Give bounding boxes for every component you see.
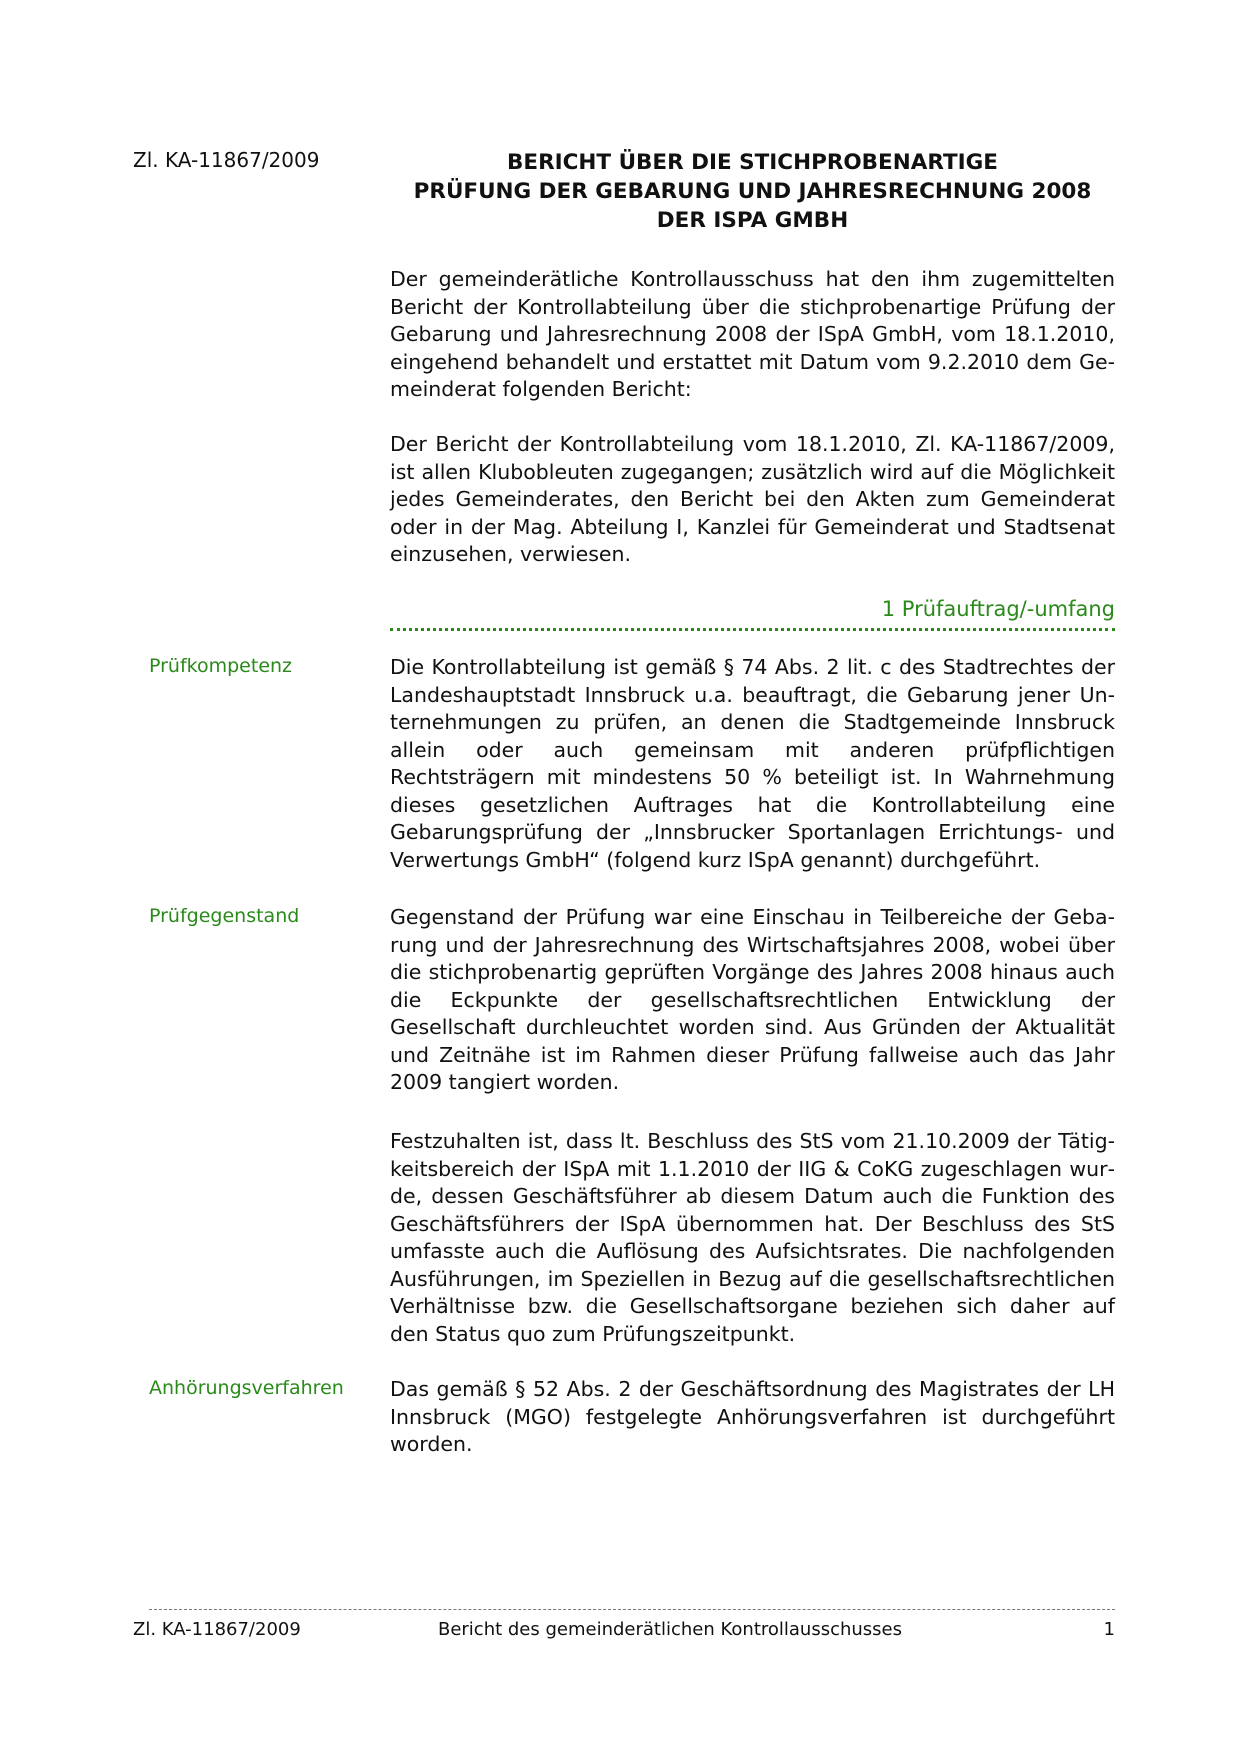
intro-paragraph-1: Der gemeinderätliche Kontrollausschuss hat den ihm zugemittelten Bericht der Kontrollabteilung über die stichprobenartige Prüfung der Gebarung und Jahresrechnung 2008 der ISpA GmbH, vom 18.1.2010, eingehend behandelt und erstattet mit Datum vom 9.2.2010 dem Gemeinderat folgenden Bericht: — [390, 267, 1115, 401]
intro-paragraph-2: Der Bericht der Kontrollabteilung vom 18.1.2010, Zl. KA-11867/2009, ist allen Klubobleuten zugegangen; zusätzlich wird auf die Möglichkeit jedes Gemeinderates, den Bericht bei den Akten zum Gemeinderat oder in der Mag. Abteilung I, Kanzlei für Gemeinderat und Stadtsenat einzusehen, verwiesen. — [390, 432, 1115, 566]
page-number: 1 — [1103, 1619, 1115, 1640]
margin-label-anhoerungsverfahren: Anhörungsverfahren — [149, 1377, 344, 1399]
paragraph-pruefgegenstand: Gegenstand der Prüfung war eine Einschau in Teilbereiche der Gebarung und der Jahresrechnung des Wirtschaftsjahres 2008, wobei über die stichprobenartig geprüften Vorgänge des Jahres 2008 hinaus auch die Eckpunkte der gesellschaftsrechtlichen Entwicklung der Gesellschaft durchleuchtet worden sind. Aus Gründen der Aktualität und Zeitnähe ist im Rahmen dieser Prüfung fallweise auch das Jahr 2009 tangiert worden. — [390, 905, 1115, 1094]
paragraph-festzuhalten: Festzuhalten ist, dass lt. Beschluss des StS vom 21.10.2009 der Tätigkeitsbereich der ISpA mit 1.1.2010 der IIG & CoKG zugeschlagen wurde, dessen Geschäftsführer ab diesem Datum auch die Funktion des Geschäftsführers der ISpA übernommen hat. Der Beschluss des StS umfasste auch die Auflösung des Aufsichtsrates. Die nachfolgenden Ausführungen, im Speziellen in Bezug auf die gesellschaftsrechtlichen Verhältnisse bzw. die Gesellschaftsorgane beziehen sich daher auf den Status quo zum Prüfungszeitpunkt. — [390, 1129, 1115, 1346]
footer-divider — [149, 1609, 1115, 1610]
footer-reference: Zl. KA-11867/2009 — [133, 1619, 301, 1640]
document-reference: Zl. KA-11867/2009 — [133, 148, 320, 172]
section-divider — [390, 628, 1115, 631]
section-heading: 1 Prüfauftrag/-umfang — [881, 597, 1115, 621]
title-line-1: BERICHT ÜBER DIE STICHPROBENARTIGE — [507, 150, 998, 175]
document-title — [390, 148, 1115, 235]
margin-label-pruefgegenstand: Prüfgegenstand — [149, 905, 300, 927]
paragraph-anhoerungsverfahren: Das gemäß § 52 Abs. 2 der Geschäftsordnung des Magistrates der LH Innsbruck (MGO) festgelegte Anhörungsverfahren ist durchgeführt worden. — [390, 1377, 1115, 1456]
paragraph-pruefkompetenz: Die Kontrollabteilung ist gemäß § 74 Abs. 2 lit. c des Stadtrechtes der Landeshauptstadt Innsbruck u.a. beauftragt, die Gebarung jener Unternehmungen zu prüfen, an denen die Stadtgemeinde Innsbruck allein oder auch gemeinsam mit anderen prüfpflichtigen Rechtsträgern mit mindestens 50 % beteiligt ist. In Wahrnehmung dieses gesetzlichen Auftrages hat die Kontrollabteilung eine Gebarungsprüfung der „Innsbrucker Sportanlagen Errichtungs- und Verwertungs GmbH“ (folgend kurz ISpA genannt) durchgeführt. — [390, 655, 1115, 872]
footer-title: Bericht des gemeinderätlichen Kontrollausschusses — [437, 1619, 903, 1640]
title-line-3: DER ISPA GMBH — [656, 208, 849, 233]
margin-label-pruefkompetenz: Prüfkompetenz — [149, 655, 293, 677]
title-line-2: PRÜFUNG DER GEBARUNG UND JAHRESRECHNUNG 2008 — [413, 179, 1092, 204]
